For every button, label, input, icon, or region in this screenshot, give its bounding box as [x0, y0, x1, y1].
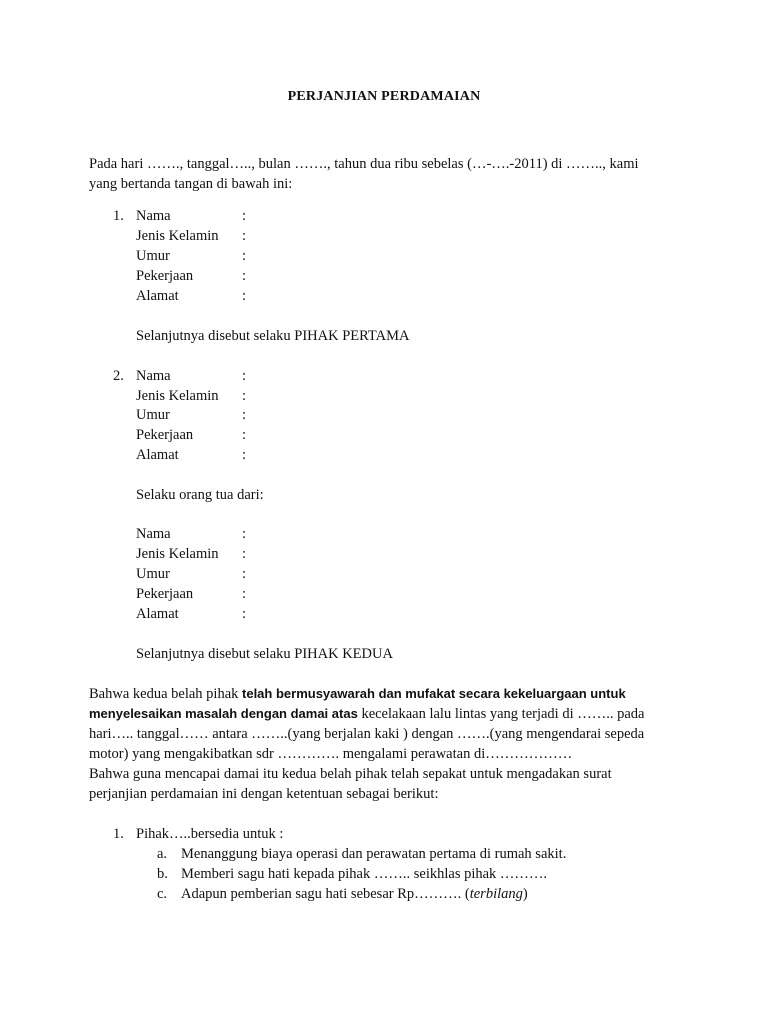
term-number: 1.	[113, 826, 124, 842]
field-label: Nama	[136, 368, 171, 384]
party-1-note: Selanjutnya disebut selaku PIHAK PERTAMA	[136, 328, 410, 344]
field-label: Umur	[136, 248, 170, 264]
field-colon: :	[242, 268, 247, 284]
term-item-a	[0, 844, 768, 864]
field-label: Nama	[136, 526, 171, 542]
body-line-3: hari….. tanggal…… antara ……..(yang berjalan kaki ) dengan …….(yang mengendarai sepeda	[89, 726, 645, 742]
term-item-text: Adapun pemberian sagu hati sebesar Rp………. (	[181, 886, 470, 902]
body-text-bold: menyelesaikan masalah dengan damai atas	[89, 706, 358, 721]
field-colon: :	[242, 546, 247, 562]
party-1-row-nama	[0, 206, 768, 226]
field-label: Pekerjaan	[136, 268, 194, 284]
parent-row-umur	[0, 564, 768, 584]
field-label: Alamat	[136, 288, 179, 304]
field-label: Alamat	[136, 606, 179, 622]
term-item-text: Menanggung biaya operasi dan perawatan pertama di rumah sakit.	[181, 846, 567, 862]
field-colon: :	[242, 248, 247, 264]
field-label: Nama	[136, 208, 171, 224]
field-label: Pekerjaan	[136, 427, 194, 443]
party-2-row-umur	[0, 405, 768, 425]
field-colon: :	[242, 288, 247, 304]
party-1-row-jenis-kelamin	[0, 226, 768, 246]
field-label: Jenis Kelamin	[136, 228, 219, 244]
field-colon: :	[242, 586, 247, 602]
term-1	[0, 824, 768, 844]
term-item-letter: c.	[157, 886, 168, 902]
field-colon: :	[242, 526, 247, 542]
party-1-row-alamat	[0, 286, 768, 306]
term-text: Pihak…..bersedia untuk :	[136, 826, 284, 842]
body-text-bold: telah bermusyawarah dan mufakat secara kekeluargaan untuk	[242, 686, 626, 701]
body-line-2	[89, 704, 645, 724]
parent-row-nama	[0, 524, 768, 544]
field-colon: :	[242, 606, 247, 622]
party-2-row-pekerjaan	[0, 425, 768, 445]
parent-row-jenis-kelamin	[0, 544, 768, 564]
party-2-row-jenis-kelamin	[0, 386, 768, 406]
term-item-close: )	[522, 886, 528, 902]
parent-row-alamat	[0, 604, 768, 624]
party-1-row-umur	[0, 246, 768, 266]
field-label: Pekerjaan	[136, 586, 194, 602]
field-label: Alamat	[136, 447, 179, 463]
field-colon: :	[242, 388, 247, 404]
field-colon: :	[242, 208, 247, 224]
field-colon: :	[242, 427, 247, 443]
parent-row-pekerjaan	[0, 584, 768, 604]
body-line-1	[89, 684, 626, 704]
term-item-letter: b.	[157, 866, 168, 882]
party-2-number: 2.	[113, 368, 124, 384]
term-item-letter: a.	[157, 846, 168, 862]
term-item-text: Memberi sagu hati kepada pihak …….. seikhlas pihak ……….	[181, 866, 548, 882]
body-line-4: motor) yang mengakibatkan sdr …………. mengalami perawatan di………………	[89, 746, 573, 762]
term-item-italic: terbilang	[469, 886, 523, 902]
party-1-number: 1.	[113, 208, 124, 224]
field-label: Umur	[136, 407, 170, 423]
field-label: Jenis Kelamin	[136, 546, 219, 562]
body-line-5: Bahwa guna mencapai damai itu kedua belah pihak telah sepakat untuk mengadakan surat	[89, 766, 612, 782]
party-2-row-nama	[0, 366, 768, 386]
field-label: Jenis Kelamin	[136, 388, 219, 404]
body-text: Bahwa kedua belah pihak	[89, 686, 243, 702]
term-item-c	[0, 884, 768, 904]
party-1-row-pekerjaan	[0, 266, 768, 286]
field-colon: :	[242, 228, 247, 244]
term-item-b	[0, 864, 768, 884]
body-text: kecelakaan lalu lintas yang terjadi di …….. pada	[357, 706, 645, 722]
intro-line-2: yang bertanda tangan di bawah ini:	[89, 176, 293, 192]
field-colon: :	[242, 447, 247, 463]
parent-heading: Selaku orang tua dari:	[136, 487, 264, 503]
term-item-text-wrap	[181, 884, 528, 904]
body-line-6: perjanjian perdamaian ini dengan ketentuan sebagai berikut:	[89, 786, 439, 802]
document-title: PERJANJIAN PERDAMAIAN	[287, 89, 481, 104]
field-label: Umur	[136, 566, 170, 582]
field-colon: :	[242, 407, 247, 423]
field-colon: :	[242, 566, 247, 582]
intro-line-1: Pada hari ……., tanggal….., bulan ……., tahun dua ribu sebelas (…-….-2011) di …….., kami	[89, 156, 639, 172]
field-colon: :	[242, 368, 247, 384]
party-2-row-alamat	[0, 445, 768, 465]
party-2-note: Selanjutnya disebut selaku PIHAK KEDUA	[136, 646, 393, 662]
